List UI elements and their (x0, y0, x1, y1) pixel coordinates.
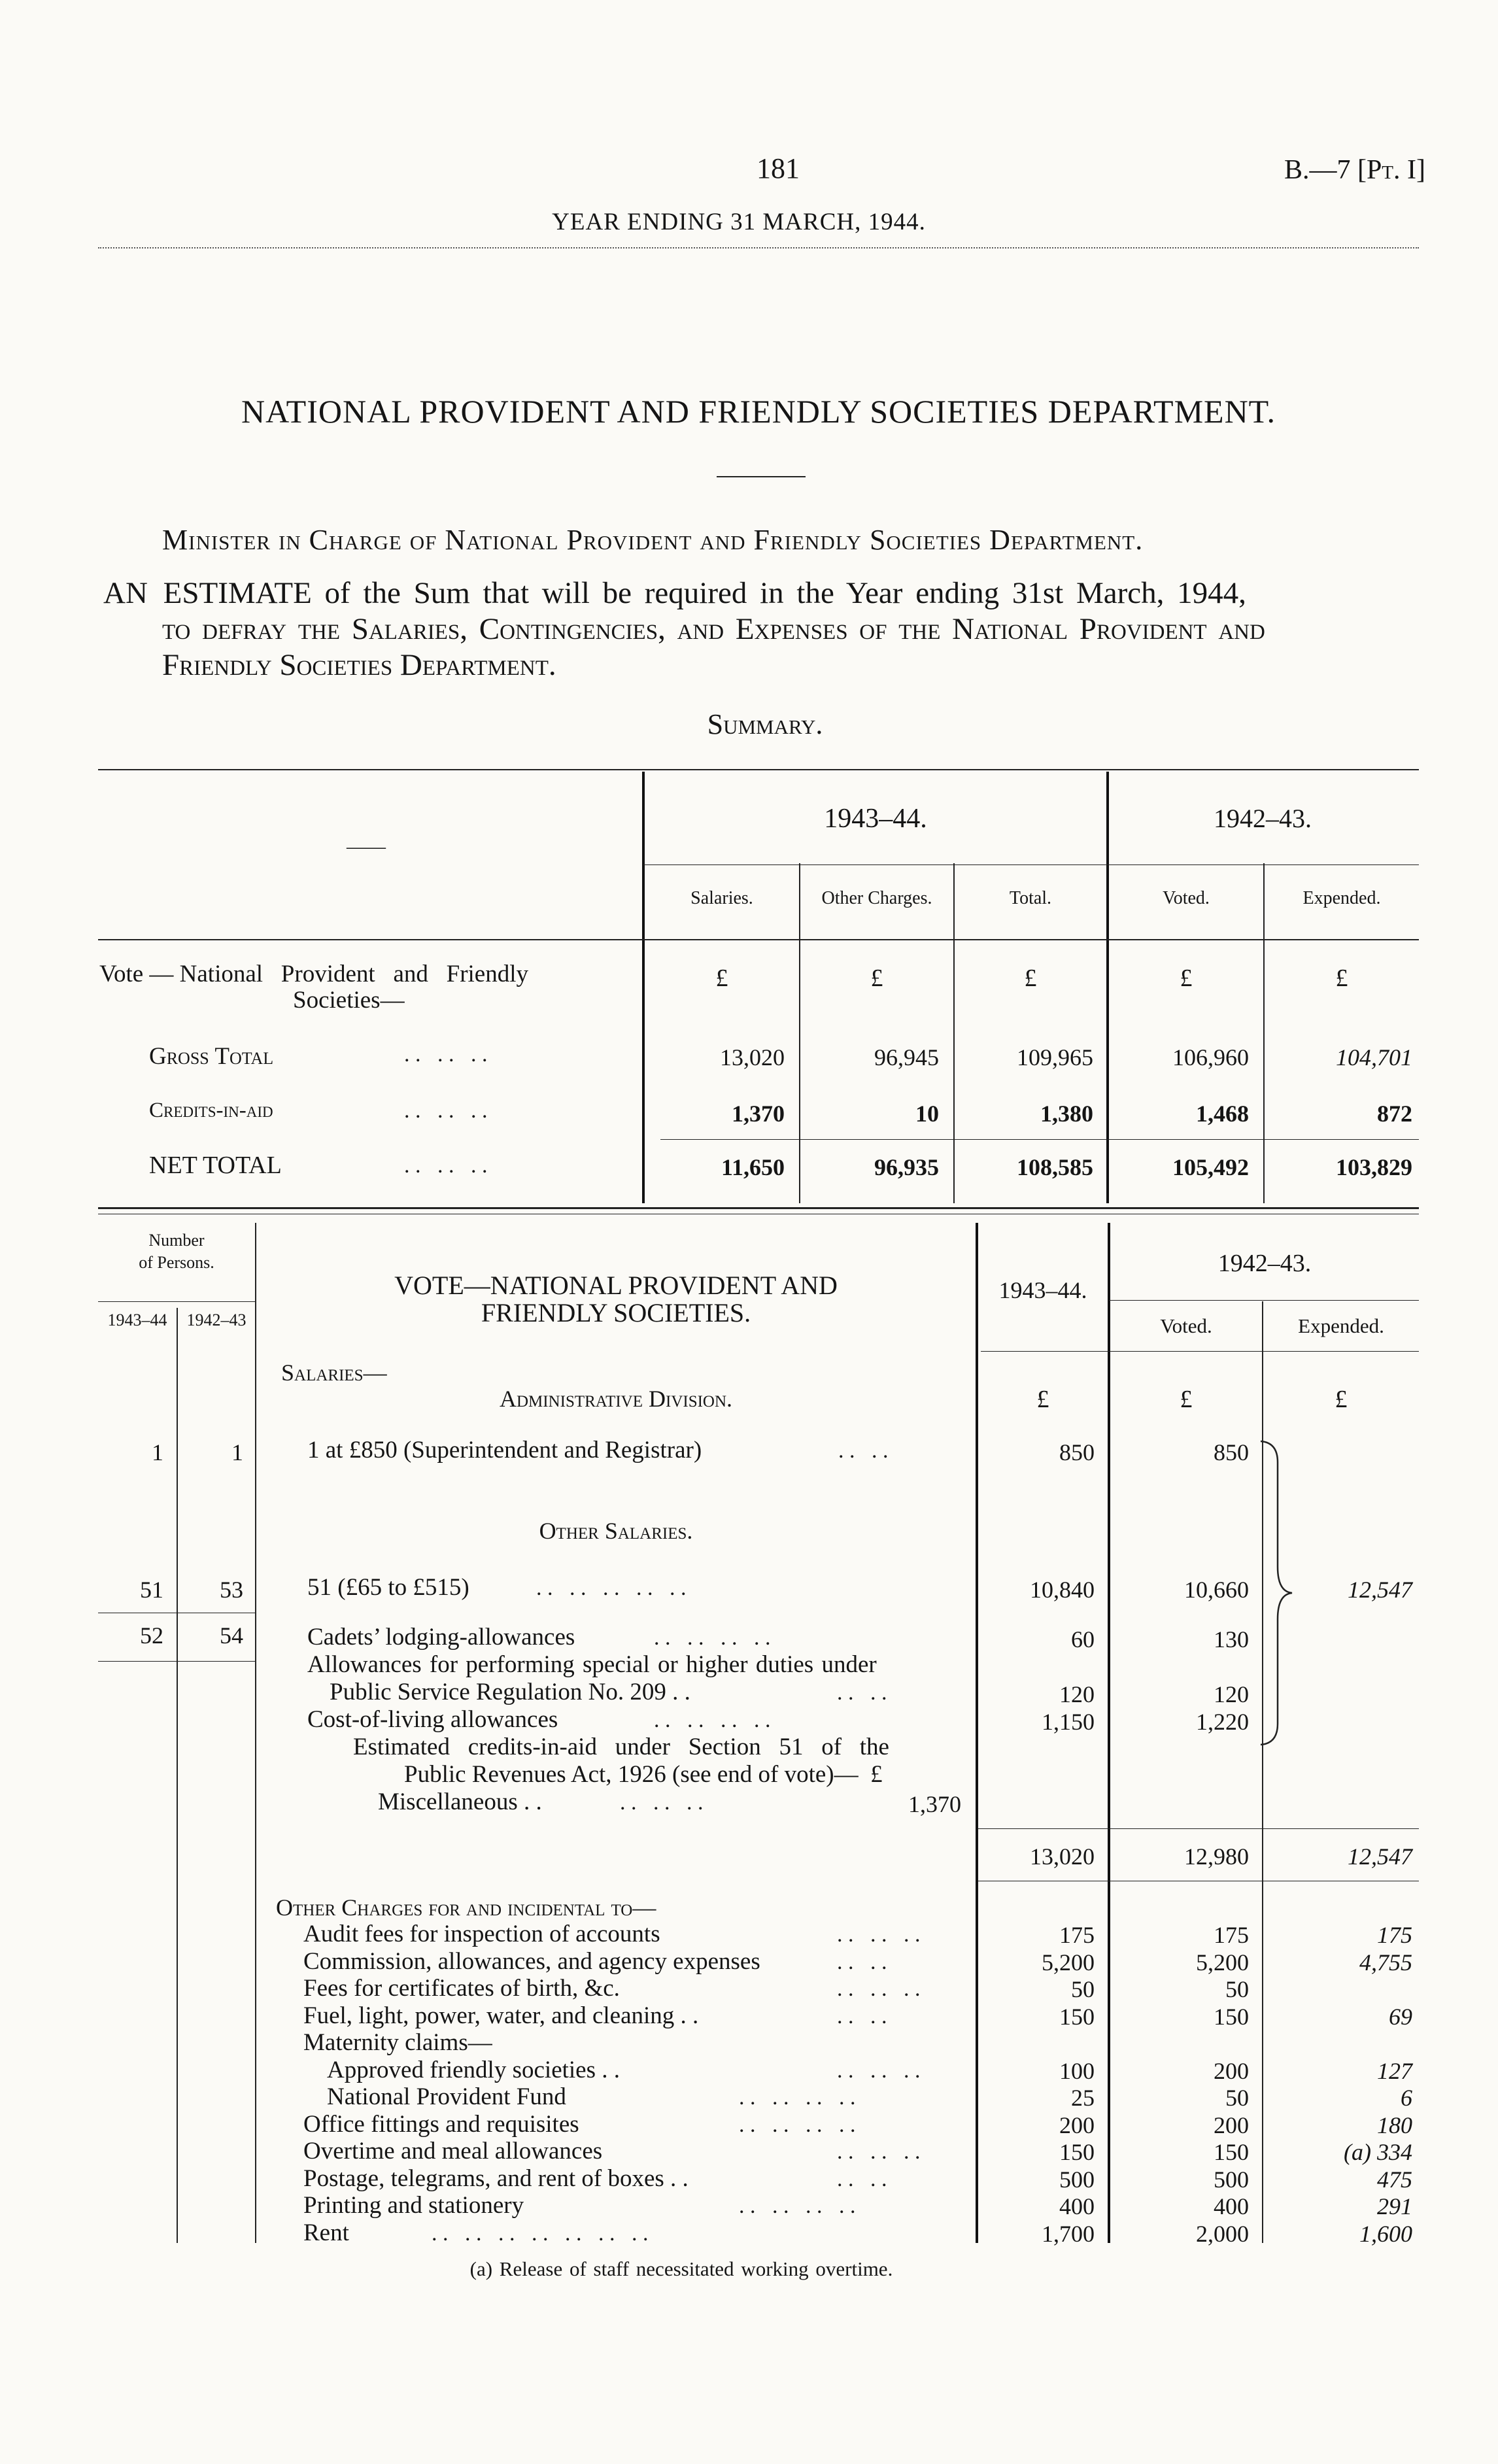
salaries-label: Salaries— (281, 1360, 387, 1386)
amount-voted: 50 (1225, 1976, 1249, 2002)
summary-bottom-rule (98, 1207, 1419, 1209)
amount-expended: (a) 334 (1344, 2139, 1412, 2165)
summary-year-1943: 1943–44. (824, 804, 927, 834)
summary-cell: 872 (1377, 1101, 1412, 1127)
amount-expended: 6 (1401, 2085, 1412, 2111)
summary-col-divider-2 (953, 863, 955, 1203)
leader-dots: . . . . . . (837, 2140, 921, 2164)
line-item-label: 1 at £850 (Superintendent and Registrar) (307, 1437, 702, 1463)
line-item-label: National Provident Fund (327, 2083, 566, 2110)
persons-1943: 51 (140, 1577, 163, 1603)
leader-dots: . . . . . . . . (739, 2113, 856, 2137)
amount-expended: 4,755 (1359, 1949, 1412, 1976)
currency-1943: £ (1036, 1386, 1049, 1413)
amount-1943: 175 (1059, 1922, 1095, 1948)
persons-1942: 53 (220, 1577, 243, 1603)
summary-row-label: Credits-in-aid (149, 1099, 273, 1122)
summary-col-divider-1 (799, 863, 800, 1203)
persons-col-1942: 1942–43 (186, 1310, 247, 1329)
summary-vote-label: Vote — National Provident and Friendly (99, 961, 528, 987)
persons-total-1942: 54 (220, 1622, 243, 1649)
summary-cell: 108,585 (1017, 1154, 1093, 1180)
vote-col-1943: 1943–44. (998, 1277, 1087, 1303)
vote-year-rule (1109, 1300, 1419, 1301)
amount-voted: 150 (1214, 2004, 1249, 2030)
line-item-label: 51 (£65 to £515) (307, 1574, 469, 1601)
summary-currency-other: £ (870, 965, 883, 992)
leader-dots: . . . . . . (837, 2059, 921, 2083)
line-item-label: Maternity claims— (303, 2029, 492, 2056)
credits-note-2: Public Revenues Act, 1926 (see end of vote)— £ (404, 1761, 883, 1788)
summary-year-1942: 1942–43. (1214, 804, 1312, 833)
leader-dots: . . . . . . (837, 1923, 921, 1947)
line-item-label: Public Service Regulation No. 209 . . (330, 1679, 690, 1705)
leader-dots: . . . . (838, 1439, 889, 1463)
other-charges-heading: Other Charges for and incidental to— (276, 1894, 656, 1921)
line-item-label: Commission, allowances, and agency expenses (303, 1948, 760, 1975)
leader-dots: . . . . (837, 1950, 887, 1974)
salaries-total-voted: 12,980 (1184, 1843, 1249, 1870)
line-item-label: Fuel, light, power, water, and cleaning . . (303, 2002, 699, 2029)
amount-1943: 10,840 (1030, 1577, 1095, 1603)
line-item-label: Overtime and meal allowances (303, 2138, 603, 2165)
amount-expended: 475 (1377, 2166, 1412, 2193)
summary-subcol-salaries: Salaries. (690, 888, 753, 908)
amount-1943: 50 (1071, 1976, 1095, 2002)
summary-subcol-voted: Voted. (1163, 888, 1210, 908)
amount-1943: 25 (1071, 2085, 1095, 2111)
leader-dots: . . . . . . (620, 1790, 704, 1815)
footnote: (a) Release of staff necessitated working overtime. (469, 2257, 893, 2280)
amount-voted: 850 (1214, 1439, 1249, 1465)
leader-dots: . . . . (837, 2167, 887, 2191)
summary-top-rule (98, 769, 1419, 770)
leader-dots: . . . . . . (404, 1099, 488, 1123)
credits-note-amount: 1,370 (908, 1791, 961, 1817)
amount-1943: 60 (1071, 1626, 1095, 1652)
summary-col-divider-3 (1263, 863, 1265, 1203)
line-item-label: Postage, telegrams, and rent of boxes . . (303, 2165, 689, 2192)
amount-voted: 200 (1214, 2112, 1249, 2138)
line-item-label: Office fittings and requisites (303, 2111, 579, 2138)
vote-header-bottom-rule (981, 1351, 1419, 1352)
amount-voted: 400 (1214, 2193, 1249, 2219)
summary-subcol-other-charges: Other Charges. (821, 888, 932, 908)
title-rule (717, 476, 806, 477)
amount-1943: 120 (1059, 1681, 1095, 1707)
amount-voted: 1,220 (1196, 1709, 1249, 1735)
summary-cell: 96,935 (874, 1154, 939, 1180)
summary-cell: 106,960 (1172, 1044, 1249, 1070)
minister-line: Minister in Charge of National Provident and Friendly Societies Department. (162, 524, 1144, 556)
persons-total-1943: 52 (140, 1622, 163, 1649)
summary-title: Summary. (707, 708, 823, 740)
leader-dots: . . . . . . . . (739, 2085, 856, 2110)
amount-voted: 500 (1214, 2166, 1249, 2193)
line-item-label: Cost-of-living allowances (307, 1706, 558, 1733)
header-rule (98, 247, 1419, 248)
summary-currency-salaries: £ (715, 965, 728, 992)
summary-cell: 96,945 (874, 1044, 939, 1070)
estimate-lead: AN (103, 576, 148, 610)
amount-expended: 127 (1377, 2058, 1412, 2084)
estimate-rest: ESTIMATE of the Sum that will be required in the Year ending 31st March, 1944, (163, 576, 1246, 610)
summary-currency-voted: £ (1180, 965, 1193, 992)
leader-dots: . . . . . . (404, 1154, 488, 1178)
persons-header-rule (98, 1301, 255, 1302)
year-ending-line: YEAR ENDING 31 MARCH, 1944. (552, 209, 926, 235)
amount-1943: 150 (1059, 2004, 1095, 2030)
leader-dots: . . . . . . . . (739, 2194, 856, 2218)
leader-dots: . . . . . . . . . . (536, 1576, 687, 1600)
vote-col-voted: Voted. (1160, 1314, 1212, 1337)
summary-dash: —— (347, 836, 386, 857)
summary-currency-expended: £ (1335, 965, 1348, 992)
vote-col-divider-text (255, 1223, 256, 2243)
amount-voted: 130 (1214, 1626, 1249, 1652)
leader-dots: . . . . . . (837, 1977, 921, 2001)
leader-dots: . . . . . . . . . . . . . . (432, 2221, 649, 2246)
salaries-total-rule (978, 1828, 1419, 1829)
persons-col-1943: 1943–44 (107, 1310, 167, 1329)
amount-voted: 2,000 (1196, 2221, 1249, 2247)
summary-row-label: Gross Total (149, 1043, 274, 1070)
leader-dots: . . . . (837, 1681, 887, 1705)
amount-voted: 150 (1214, 2139, 1249, 2165)
summary-cell: 104,701 (1336, 1044, 1412, 1070)
line-item-label: Approved friendly societies . . (327, 2057, 620, 2083)
credits-note-3: Miscellaneous . . (378, 1788, 542, 1815)
persons-1942: 1 (231, 1439, 243, 1465)
page-number: 181 (757, 152, 800, 184)
estimate-line-3: Friendly Societies Department. (162, 648, 556, 682)
line-item-label: Rent (303, 2219, 349, 2246)
line-item-label: Cadets’ lodging-allowances (307, 1624, 575, 1651)
amount-1943: 1,700 (1042, 2221, 1095, 2247)
summary-cell: 13,020 (720, 1044, 785, 1070)
summary-year-rule (643, 864, 1419, 865)
amount-voted: 120 (1214, 1681, 1249, 1707)
summary-net-rule (660, 1139, 1419, 1140)
persons-total-rule (98, 1661, 255, 1662)
summary-cell: 103,829 (1336, 1154, 1412, 1180)
leader-dots: . . . . . . . . (654, 1708, 771, 1732)
amount-expended: 175 (1377, 1922, 1412, 1948)
amount-expended: 291 (1377, 2193, 1412, 2219)
amount-1943: 200 (1059, 2112, 1095, 2138)
line-item-label: Audit fees for inspection of accounts (303, 1921, 660, 1947)
currency-expended: £ (1335, 1386, 1348, 1413)
summary-cell: 1,370 (732, 1101, 785, 1127)
summary-cell: 1,380 (1040, 1101, 1093, 1127)
summary-vote-label-cont: Societies— (293, 987, 405, 1014)
summary-cell: 109,965 (1017, 1044, 1093, 1070)
summary-subcol-total: Total. (1009, 888, 1052, 908)
leader-dots: . . . . (837, 2004, 887, 2028)
salaries-total-1943: 13,020 (1030, 1843, 1095, 1870)
amount-expended: 1,600 (1359, 2221, 1412, 2247)
vote-title-2: FRIENDLY SOCIETIES. (481, 1298, 751, 1327)
line-item-label: Allowances for performing special or higher duties under (307, 1651, 877, 1678)
vote-col-1942: 1942–43. (1217, 1250, 1312, 1277)
persons-header: Number (148, 1231, 205, 1250)
persons-header-2: of Persons. (139, 1253, 214, 1272)
department-title: NATIONAL PROVIDENT AND FRIENDLY SOCIETIES DEPARTMENT. (241, 393, 1276, 430)
summary-header-bottom-rule (98, 939, 1419, 940)
amount-1943: 1,150 (1042, 1709, 1095, 1735)
line-item-label: Printing and stationery (303, 2192, 524, 2219)
summary-cell: 11,650 (721, 1154, 785, 1180)
amount-1943: 400 (1059, 2193, 1095, 2219)
summary-row-label: NET TOTAL (149, 1152, 282, 1179)
amount-expended: 180 (1377, 2112, 1412, 2138)
amount-1943: 500 (1059, 2166, 1095, 2193)
persons-1943: 1 (152, 1439, 163, 1465)
amount-1943: 150 (1059, 2139, 1095, 2165)
amount-voted: 10,660 (1184, 1577, 1249, 1603)
amount-expended: 12,547 (1348, 1577, 1412, 1603)
leader-dots: . . . . . . (404, 1042, 488, 1067)
other-salaries-heading: Other Salaries. (539, 1518, 693, 1544)
leader-dots: . . . . . . . . (654, 1626, 771, 1650)
summary-cell: 105,492 (1172, 1154, 1249, 1180)
line-item-label: Fees for certificates of birth, &c. (303, 1975, 620, 2002)
salaries-total-expended: 12,547 (1348, 1843, 1412, 1870)
currency-voted: £ (1180, 1386, 1193, 1413)
summary-subcol-expended: Expended. (1302, 888, 1381, 908)
amount-voted: 5,200 (1196, 1949, 1249, 1976)
amount-voted: 200 (1214, 2058, 1249, 2084)
summary-cell: 10 (915, 1101, 939, 1127)
amount-expended: 69 (1389, 2004, 1412, 2030)
summary-currency-total: £ (1024, 965, 1037, 992)
amount-1943: 850 (1059, 1439, 1095, 1465)
amount-1943: 5,200 (1042, 1949, 1095, 1976)
summary-cell: 1,468 (1196, 1101, 1249, 1127)
estimate-line-1 (103, 575, 1418, 611)
document-reference: B.—7 [Pt. I] (1284, 155, 1425, 185)
credits-note: Estimated credits-in-aid under Section 51 of the (353, 1734, 889, 1760)
estimate-line-2: to defray the Salaries, Contingencies, and Expenses of the National Provident and (162, 612, 1265, 646)
administrative-division-heading: Administrative Division. (499, 1386, 733, 1412)
vote-title: VOTE—NATIONAL PROVIDENT AND (394, 1271, 838, 1300)
vote-col-expended: Expended. (1298, 1314, 1384, 1337)
amount-1943: 100 (1059, 2058, 1095, 2084)
amount-voted: 175 (1214, 1922, 1249, 1948)
amount-voted: 50 (1225, 2085, 1249, 2111)
